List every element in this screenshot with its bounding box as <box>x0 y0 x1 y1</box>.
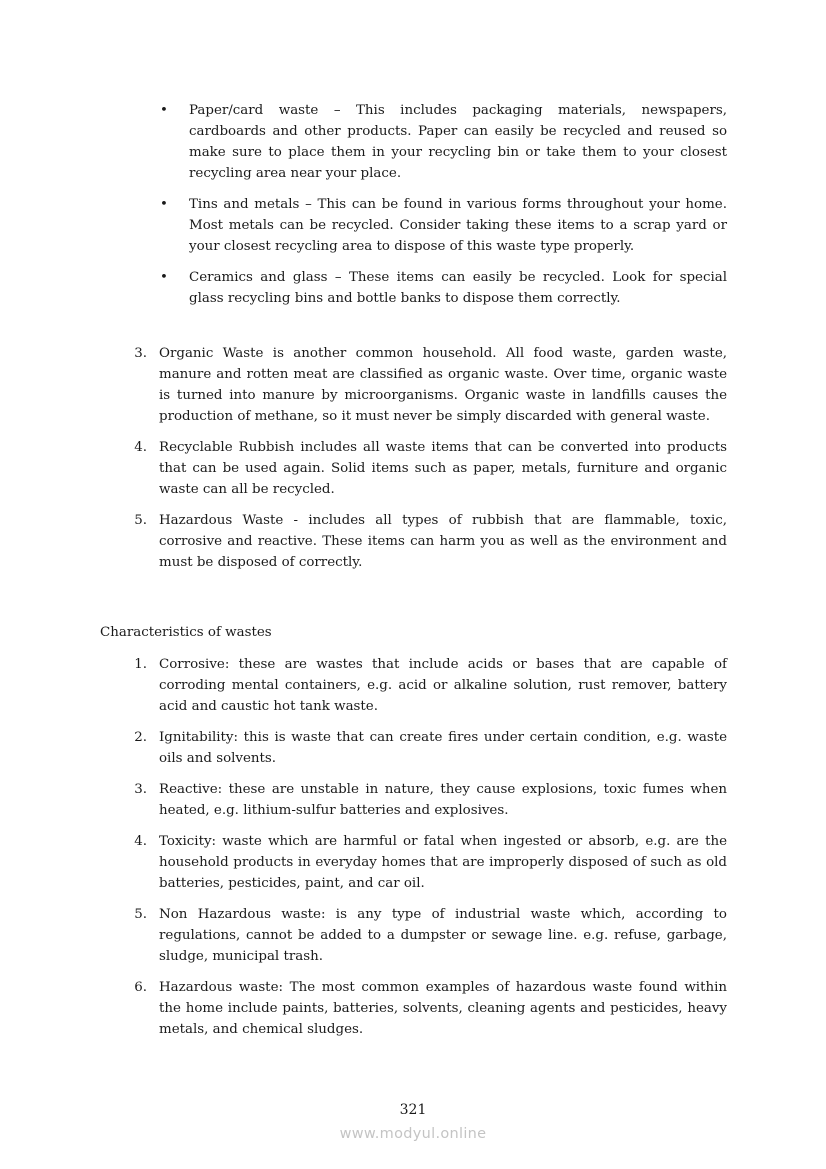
list-item <box>134 343 727 427</box>
item-text: Toxicity: waste which are harmful or fatal when ingested or absorb, e.g. are the household products in everyday homes that are improperly disposed of such as old batteries, pesticides, paint, and car oil. <box>159 834 727 891</box>
list-item <box>134 727 727 769</box>
item-number: 1. <box>134 657 147 672</box>
bullet-icon: • <box>160 197 168 212</box>
item-number: 6. <box>134 980 147 995</box>
page-number: 321 <box>399 1102 427 1118</box>
bullet-text: Tins and metals – This can be found in various forms throughout your home. Most metals can be recycled. Consider taking these items to a scrap yard or your closest recycling area to dispose of this waste type properly. <box>189 197 727 254</box>
item-text: Hazardous waste: The most common examples of hazardous waste found within the home include paints, batteries, solvents, cleaning agents and pesticides, heavy metals, and chemical sludges. <box>159 980 727 1037</box>
item-text: Organic Waste is another common household. All food waste, garden waste, manure and rotten meat are classified as organic waste. Over time, organic waste is turned into manure by microorganisms. Organic waste in landfills causes the production of methane, so it must never be simply discarded with general waste. <box>159 346 727 424</box>
item-text: Reactive: these are unstable in nature, they cause explosions, toxic fumes when heated, e.g. lithium-sulfur batteries and explosives. <box>159 782 727 818</box>
item-number: 5. <box>134 907 147 922</box>
item-number: 4. <box>134 440 147 455</box>
bullet-text: Paper/card waste – This includes packaging materials, newspapers, cardboards and other products. Paper can easily be recycled and reused so make sure to place them in your recycling bin or take them to your closest recycling area near your place. <box>189 103 727 181</box>
item-text: Non Hazardous waste: is any type of industrial waste which, according to regulations, cannot be added to a dumpster or sewage line. e.g. refuse, garbage, sludge, municipal trash. <box>159 907 727 964</box>
list-item <box>134 904 727 967</box>
list-item <box>134 977 727 1040</box>
list-item <box>134 654 727 717</box>
item-number: 5. <box>134 513 147 528</box>
item-text: Corrosive: these are wastes that include acids or bases that are capable of corroding mental containers, e.g. acid or alkaline solution, rust remover, battery acid and caustic hot tank waste. <box>159 657 727 714</box>
bullet-item <box>160 267 727 309</box>
bullet-icon: • <box>160 103 168 118</box>
bullet-item <box>160 194 727 257</box>
watermark: www.modyul.online <box>339 1126 487 1142</box>
item-text: Recyclable Rubbish includes all waste items that can be converted into products that can be used again. Solid items such as paper, metals, furniture and organic waste can all be recycled. <box>159 440 727 497</box>
bullet-text: Ceramics and glass – These items can easily be recycled. Look for special glass recycling bins and bottle banks to dispose them correctly. <box>189 270 727 306</box>
item-number: 2. <box>134 730 147 745</box>
list-item <box>134 510 727 573</box>
list-item <box>134 831 727 894</box>
bullet-icon: • <box>160 270 168 285</box>
recyclable-subtypes-bullet-list <box>160 100 727 319</box>
item-number: 3. <box>134 346 147 361</box>
item-text: Hazardous Waste - includes all types of rubbish that are flammable, toxic, corrosive and reactive. These items can harm you as well as the environment and must be disposed of correctly. <box>159 513 727 570</box>
section-heading: Characteristics of wastes <box>100 625 272 640</box>
list-item <box>134 779 727 821</box>
bullet-item <box>160 100 727 184</box>
waste-types-list <box>134 343 727 583</box>
list-item <box>134 437 727 500</box>
item-text: Ignitability: this is waste that can create fires under certain condition, e.g. waste oils and solvents. <box>159 730 727 766</box>
characteristics-list <box>134 654 727 1050</box>
item-number: 3. <box>134 782 147 797</box>
item-number: 4. <box>134 834 147 849</box>
